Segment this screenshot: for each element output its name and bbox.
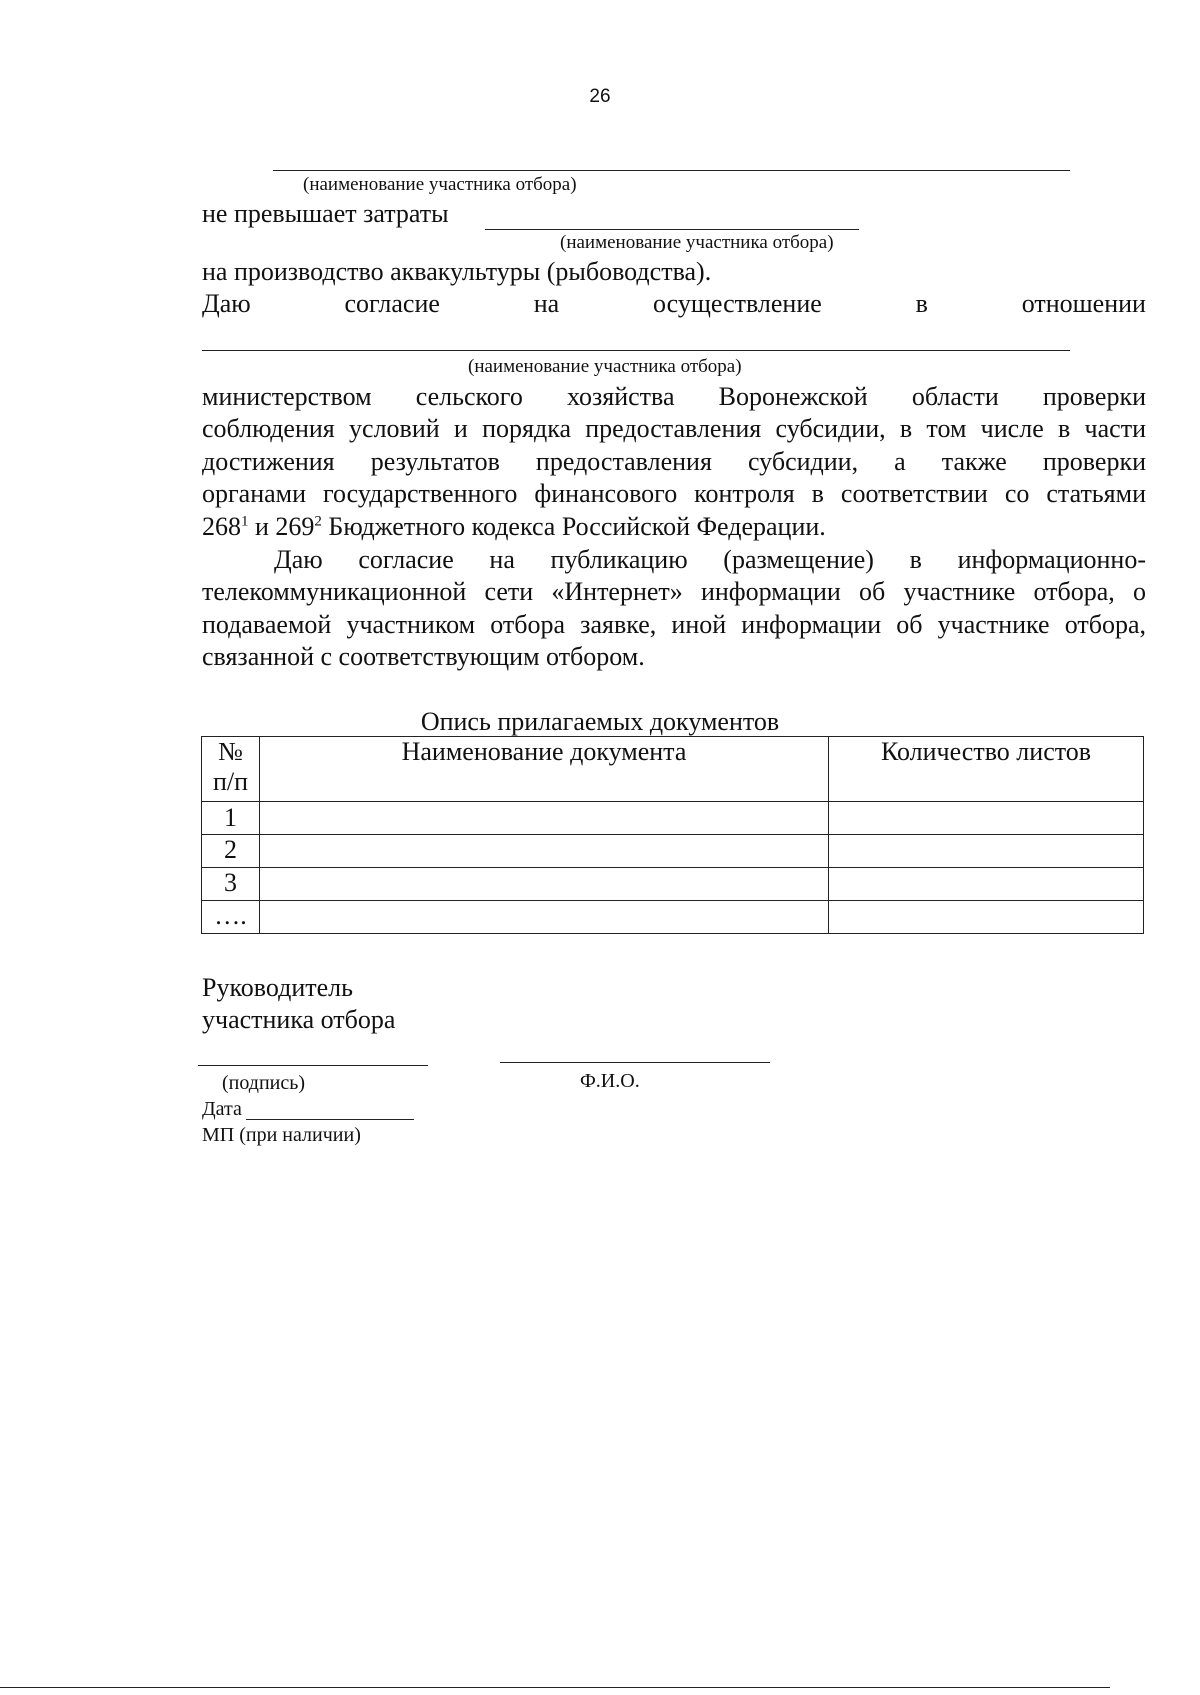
row-sheet-count xyxy=(829,868,1144,901)
page-bottom-border xyxy=(0,1687,1110,1688)
row-document-name xyxy=(260,901,829,934)
row-number: …. xyxy=(202,901,260,934)
paragraph-2-line: Даю согласие на публикацию (размещение) в информационно- xyxy=(274,545,1146,574)
consent-word: согласие xyxy=(344,289,440,318)
paragraph-1-last-line: $268^1$ и $269^2$ Бюджетного кодекса Российской Федерации. xyxy=(202,512,826,541)
paragraph-1-line: достижения результатов предоставления субсидии, а также проверки xyxy=(202,447,1146,476)
participant-name-line-1 xyxy=(273,170,1070,171)
participant-caption-1: (наименование участника отбора) xyxy=(303,174,577,195)
head-title-line-1: Руководитель xyxy=(202,973,353,1002)
page-number: 26 xyxy=(589,86,611,107)
header-document-name: Наименование документа xyxy=(260,737,829,802)
signature-line xyxy=(198,1065,428,1066)
row-sheet-count xyxy=(829,802,1144,835)
row-sheet-count xyxy=(829,901,1144,934)
consent-word: Даю xyxy=(202,289,251,318)
participant-name-line-2 xyxy=(485,229,859,230)
paragraph-1-line: министерством сельского хозяйства Воронежской области проверки xyxy=(202,382,1146,411)
row-number: 2 xyxy=(202,835,260,868)
paragraph-1-line: соблюдения условий и порядка предоставления субсидии, в том числе в части xyxy=(202,414,1146,443)
table-row xyxy=(202,835,1144,868)
head-title-line-2: участника отбора xyxy=(202,1005,396,1034)
signature-caption: (подпись) xyxy=(222,1072,306,1094)
paragraph-2-line: подаваемой участником отбора заявке, иной информации об участнике отбора, xyxy=(202,610,1146,639)
row-number: 1 xyxy=(202,802,260,835)
table-row xyxy=(202,901,1144,934)
table-row xyxy=(202,868,1144,901)
table-header-row xyxy=(202,737,1144,802)
documents-table xyxy=(201,736,1144,934)
consent-line xyxy=(202,288,1146,321)
participant-caption-3: (наименование участника отбора) xyxy=(468,356,742,377)
date-label: Дата xyxy=(202,1098,242,1120)
row-number: 3 xyxy=(202,868,260,901)
table-row xyxy=(202,802,1144,835)
costs-line: не превышает затраты xyxy=(202,199,449,228)
table-title: Опись прилагаемых документов xyxy=(420,707,780,736)
participant-name-line-3 xyxy=(202,350,1070,351)
date-line xyxy=(246,1119,414,1120)
row-document-name xyxy=(260,868,829,901)
paragraph-1-line: органами государственного финансового контроля в соответствии со статьями xyxy=(202,479,1146,508)
consent-word: в xyxy=(915,289,928,318)
consent-word: осуществление xyxy=(653,289,822,318)
row-document-name xyxy=(260,802,829,835)
fio-line xyxy=(500,1062,770,1063)
paragraph-2-line: связанной с соответствующим отбором. xyxy=(202,642,645,671)
participant-caption-2: (наименование участника отбора) xyxy=(560,232,834,253)
consent-word: на xyxy=(533,289,560,318)
paragraph-2-line: телекоммуникационной сети «Интернет» информации об участнике отбора, о xyxy=(202,577,1146,606)
row-sheet-count xyxy=(829,835,1144,868)
header-number: № п/п xyxy=(202,737,260,802)
fio-caption: Ф.И.О. xyxy=(580,1070,640,1092)
production-line: на производство аквакультуры (рыбоводства). xyxy=(202,257,712,286)
stamp-label: МП (при наличии) xyxy=(202,1124,361,1146)
header-sheet-count: Количество листов xyxy=(829,737,1144,802)
consent-word: отношении xyxy=(1021,289,1146,318)
row-document-name xyxy=(260,835,829,868)
